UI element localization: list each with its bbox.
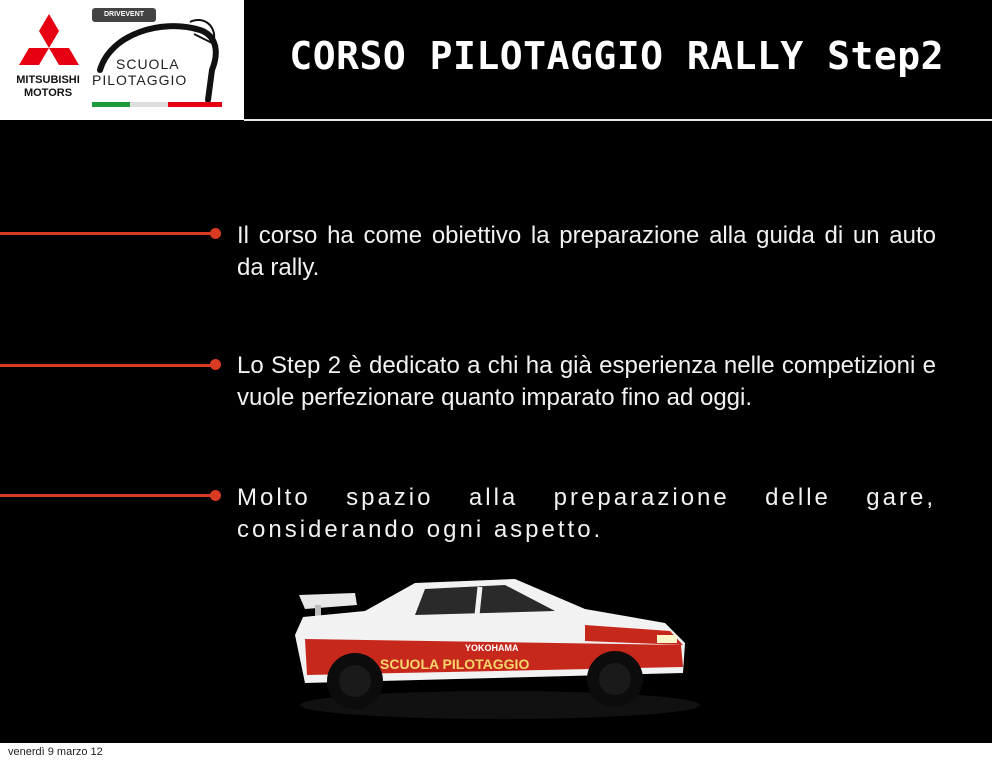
bullet-2-dot bbox=[210, 359, 221, 370]
school-line2: PILOTAGGIO bbox=[92, 72, 188, 88]
footer-date: venerdì 9 marzo 12 bbox=[8, 746, 103, 758]
car-sponsor-decal: YOKOHAMA bbox=[465, 643, 519, 653]
bullet-3-text: Molto spazio alla preparazione delle gare, considerando ogni aspetto. bbox=[237, 484, 936, 543]
school-line1: SCUOLA bbox=[116, 56, 180, 72]
bullet-1-text: Il corso ha come obiettivo la preparazione alla guida di un auto da rally. bbox=[237, 222, 936, 281]
brand-line2: MOTORS bbox=[23, 87, 73, 99]
bullet-2-line bbox=[0, 364, 214, 367]
bullet-1-line bbox=[0, 232, 214, 235]
footer-bar bbox=[0, 743, 992, 763]
flag-green-stripe bbox=[92, 102, 130, 107]
bullet-1-dot bbox=[210, 228, 221, 239]
brand-line1: MITSUBISHI bbox=[16, 74, 80, 86]
car-door-decal: SCUOLA PILOTAGGIO bbox=[380, 656, 530, 672]
header-divider bbox=[244, 119, 992, 121]
drivevent-badge: DRIVEVENT bbox=[92, 8, 156, 22]
logo-panel bbox=[0, 0, 244, 120]
bullet-2-text: Lo Step 2 è dedicato a chi ha già esperienza nelle competizioni e vuole perfezionare quanto imparato fino ad oggi. bbox=[237, 352, 936, 411]
flag-white-stripe bbox=[130, 102, 168, 107]
mitsubishi-logo-icon bbox=[14, 12, 84, 74]
bullet-3-dot bbox=[210, 490, 221, 501]
slide-title: CORSO PILOTAGGIO RALLY Step2 bbox=[289, 34, 944, 78]
brand-name bbox=[8, 74, 88, 100]
bullet-3-line bbox=[0, 494, 214, 497]
rally-car-image bbox=[285, 565, 715, 725]
flag-red-stripe bbox=[168, 102, 222, 107]
